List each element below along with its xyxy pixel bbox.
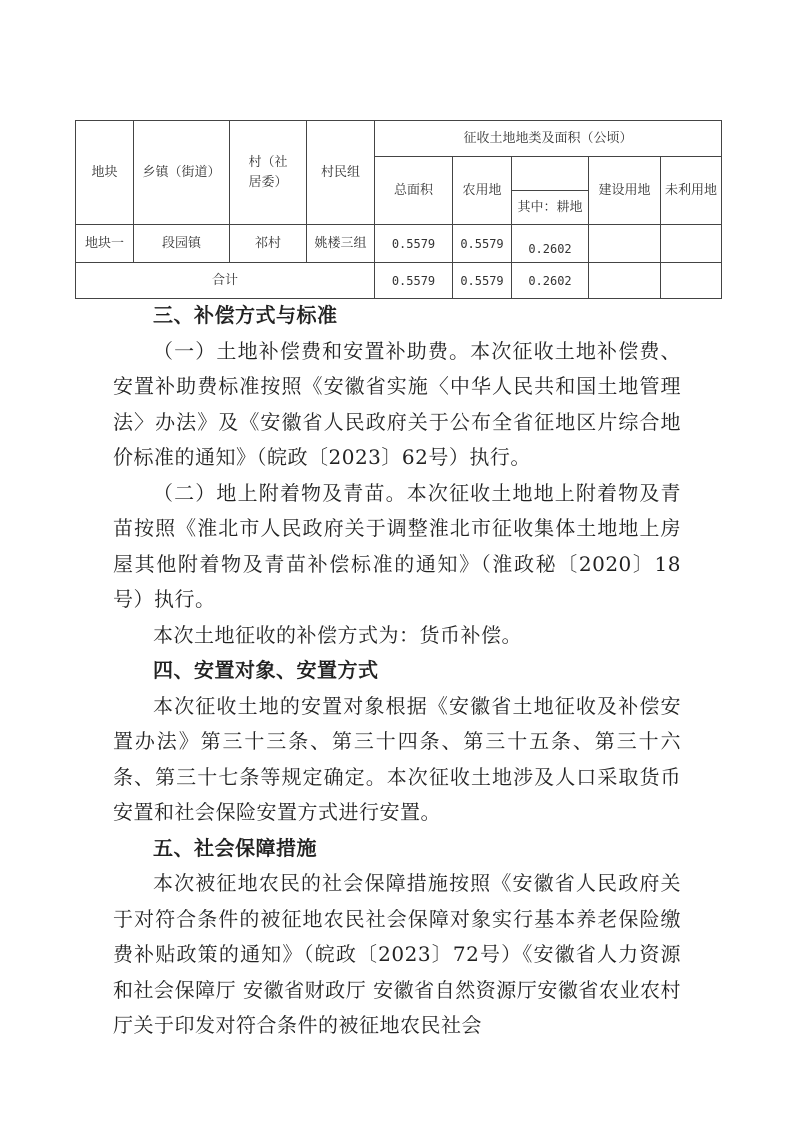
- header-unused: 未利用地: [661, 157, 722, 225]
- header-total-area: 总面积: [375, 157, 453, 225]
- section-3-paragraph-2: （二）地上附着物及青苗。本次征收土地地上附着物及青苗按照《淮北市人民政府关于调整淮北市征收集体土地地上房屋其他附着物及青苗补偿标准的通知》（淮政秘〔2020〕18号）执行。: [113, 480, 681, 611]
- section-4-heading: 四、安置对象、安置方式: [153, 658, 379, 682]
- cell-group: 姚楼三组: [307, 225, 375, 263]
- total-cultivated: 0.2602: [512, 263, 589, 299]
- header-township: 乡镇（街道）: [134, 121, 230, 225]
- cell-unused: [661, 225, 722, 263]
- total-farmland: 0.5579: [453, 263, 512, 299]
- section-3-heading: 三、补偿方式与标准: [153, 303, 338, 327]
- cell-township: 段园镇: [134, 225, 230, 263]
- header-village: 村（社居委）: [230, 121, 307, 225]
- header-cultivated: 其中：耕地: [512, 191, 589, 225]
- cell-farmland: 0.5579: [453, 225, 512, 263]
- cell-cultivated: 0.2602: [512, 225, 589, 263]
- header-construction: 建设用地: [589, 157, 661, 225]
- total-construction: [589, 263, 661, 299]
- header-category-area: 征收土地地类及面积（公顷）: [375, 121, 722, 157]
- section-5-paragraph-1: 本次被征地农民的社会保障措施按照《安徽省人民政府关于对符合条件的被征地农民社会保障对象实行基本养老保险缴费补贴政策的通知》（皖政〔2023〕72号）《安徽省人力资源和社会保障厅 安徽省财政厅 安徽省自然资源厅安徽省农业农村厅关于印发对符合条件的被征地农民社会: [113, 871, 681, 1037]
- cell-construction: [589, 225, 661, 263]
- section-3-paragraph-1: （一）土地补偿费和安置补助费。本次征收土地补偿费、安置补助费标准按照《安徽省实施〈中华人民共和国土地管理法〉办法》及《安徽省人民政府关于公布全省征地区片综合地价标准的通知》（皖政〔2023〕62号）执行。: [113, 338, 681, 469]
- section-4-paragraph-1: 本次征收土地的安置对象根据《安徽省土地征收及补偿安置办法》第三十三条、第三十四条、第三十五条、第三十六条、第三十七条等规定确定。本次征收土地涉及人口采取货币安置和社会保险安置方式进行安置。: [113, 693, 681, 824]
- total-label: 合计: [76, 263, 375, 299]
- total-total-area: 0.5579: [375, 263, 453, 299]
- cell-village: 祁村: [230, 225, 307, 263]
- land-acquisition-table: [75, 120, 722, 299]
- header-farmland: 农用地: [453, 157, 512, 225]
- table-total-row: [76, 263, 722, 299]
- section-5-heading: 五、社会保障措施: [153, 835, 317, 860]
- cell-total-area: 0.5579: [375, 225, 453, 263]
- header-plot: 地块: [76, 121, 134, 225]
- header-group: 村民组: [307, 121, 375, 225]
- header-farmland-blank: [512, 157, 589, 191]
- document-body: [113, 298, 681, 1044]
- cell-plot: 地块一: [76, 225, 134, 263]
- table-row: [76, 225, 722, 263]
- section-3-paragraph-3: 本次土地征收的补偿方式为：货币补偿。: [153, 622, 522, 647]
- total-unused: [661, 263, 722, 299]
